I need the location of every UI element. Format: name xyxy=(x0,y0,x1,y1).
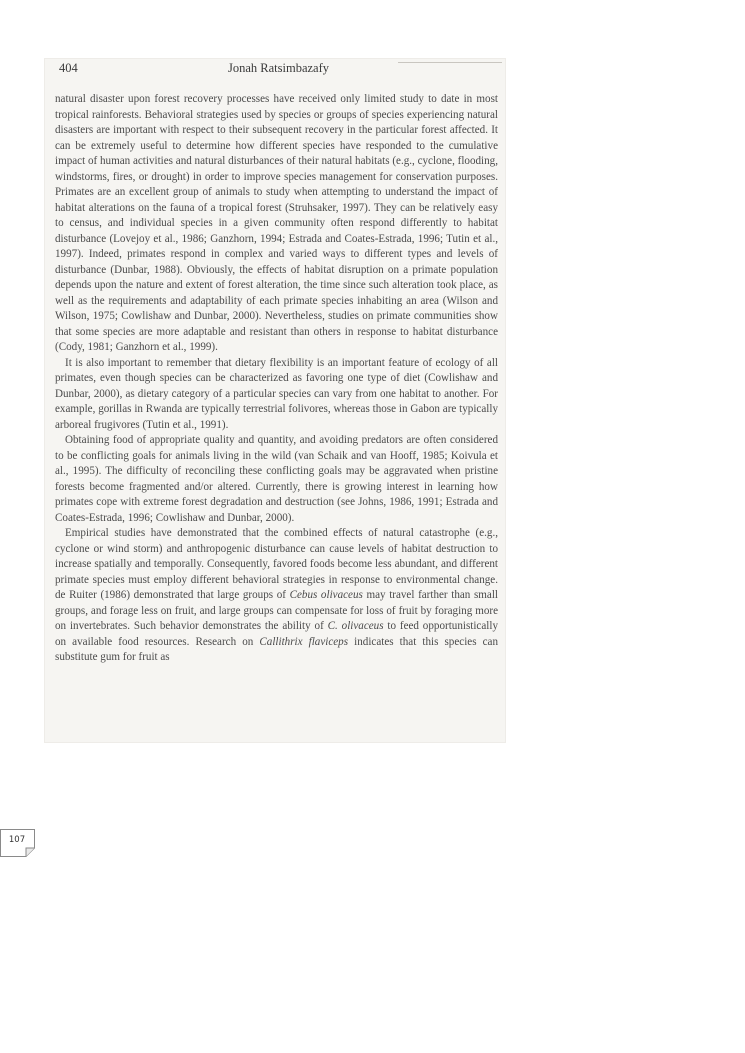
text-run: It is also important to remember that dietary flexibility is an important feature of ecology of all primates, even though species can be characterized as favoring one type of diet (Cowlishaw and Dunbar, 2000), as dietary category of a particular species can vary from one habitat to another. For example, gorillas in Rwanda are typically terrestrial folivores, whereas those in Gabon are typically arboreal frugivores (Tutin et al., 1991). xyxy=(55,356,498,431)
text-run: may travel farther than small groups, and forage less on fruit, and large groups can compensate for loss of fruit by foraging more on invertebrates. Such behavior demonstrates the ability of xyxy=(55,589,499,632)
sticky-note-label: 107 xyxy=(8,835,26,845)
text-run: Empirical studies have demonstrated that the combined effects of natural catastrophe (e.g., cyclone or wind storm) and anthropogenic disturbance can cause levels of habitat destruction to increase spatially and temporally. Consequently, favored foods become less abundant, and different primate species must employ different behavioral strategies in response to environmental change. de Ruiter (1986) demonstrated that large groups of xyxy=(55,527,498,601)
italic-species-name: C. olivaceus xyxy=(327,620,384,632)
page-sticky-note[interactable] xyxy=(0,829,35,856)
paragraph-3 xyxy=(55,433,498,526)
text-run: Obtaining food of appropriate quality and quantity, and avoiding predators are often considered to be conflicting goals for animals living in the wild (van Schaik and van Hooff, 1985; Koivula et al., 1995). The difficulty of reconciling these conflicting goals may be aggravated when pristine forests become fragmented and/or altered. Currently, there is growing interest in learning how primates cope with extreme forest degradation and destruction (see Johns, 1986, 1991; Estrada and Coates-Estrada, 1996; Cowlishaw and Dunbar, 2000). xyxy=(55,434,498,524)
italic-species-name: Callithrix flaviceps xyxy=(259,635,349,648)
body-text xyxy=(55,92,498,666)
italic-species-name: Cebus olivaceus xyxy=(289,589,363,601)
header-rule xyxy=(398,62,502,63)
running-head: Jonah Ratsimbazafy xyxy=(228,61,330,75)
paragraph-2 xyxy=(55,356,498,434)
text-run: to feed opportunistically on available food resources. Research on xyxy=(55,620,498,648)
text-run: indicates that this species can substitute gum for fruit as xyxy=(55,635,499,663)
paragraph-4 xyxy=(55,526,498,666)
page-number: 404 xyxy=(59,61,78,75)
paragraph-1 xyxy=(55,92,498,356)
text-run: natural disaster upon forest recovery processes have received only limited study to date in most tropical rainforests. Behavioral strategies used by species or groups of species experiencing natural disasters are important with respect to their subsequent recovery in the particular forest affected. It can be extremely useful to determine how different species have responded to the cumulative impact of human activities and natural disturbances of their natural habitats (e.g., cyclone, flooding, windstorms, fires, or drought) in order to improve species management for conservation purposes. Primates are an excellent group of animals to study when attempting to understand the impact of habitat alterations on the fauna of a tropical forest (Struhsaker, 1997). They can be relatively easy to census, and individual species in a given community often respond differently to habitat disturbance (Lovejoy et al., 1986; Ganzhorn, 1994; Estrada and Coates-Estrada, 1996; Tutin et al., 1997). Indeed, primates respond in complex and varied ways to different types and levels of disturbance (Dunbar, 1988). Obviously, the effects of habitat disruption on a primate population depends upon the nature and extent of forest alteration, the time since such alteration took place, as well as the requirements and adaptability of each primate species inhabiting an area (Wilson and Wilson, 1975; Cowlishaw and Dunbar, 2000). Nevertheless, studies on primate communities show that some species are more adaptable and resistant than others in response to habitat disturbance (Cody, 1981; Ganzhorn et al., 1999). xyxy=(55,93,498,353)
